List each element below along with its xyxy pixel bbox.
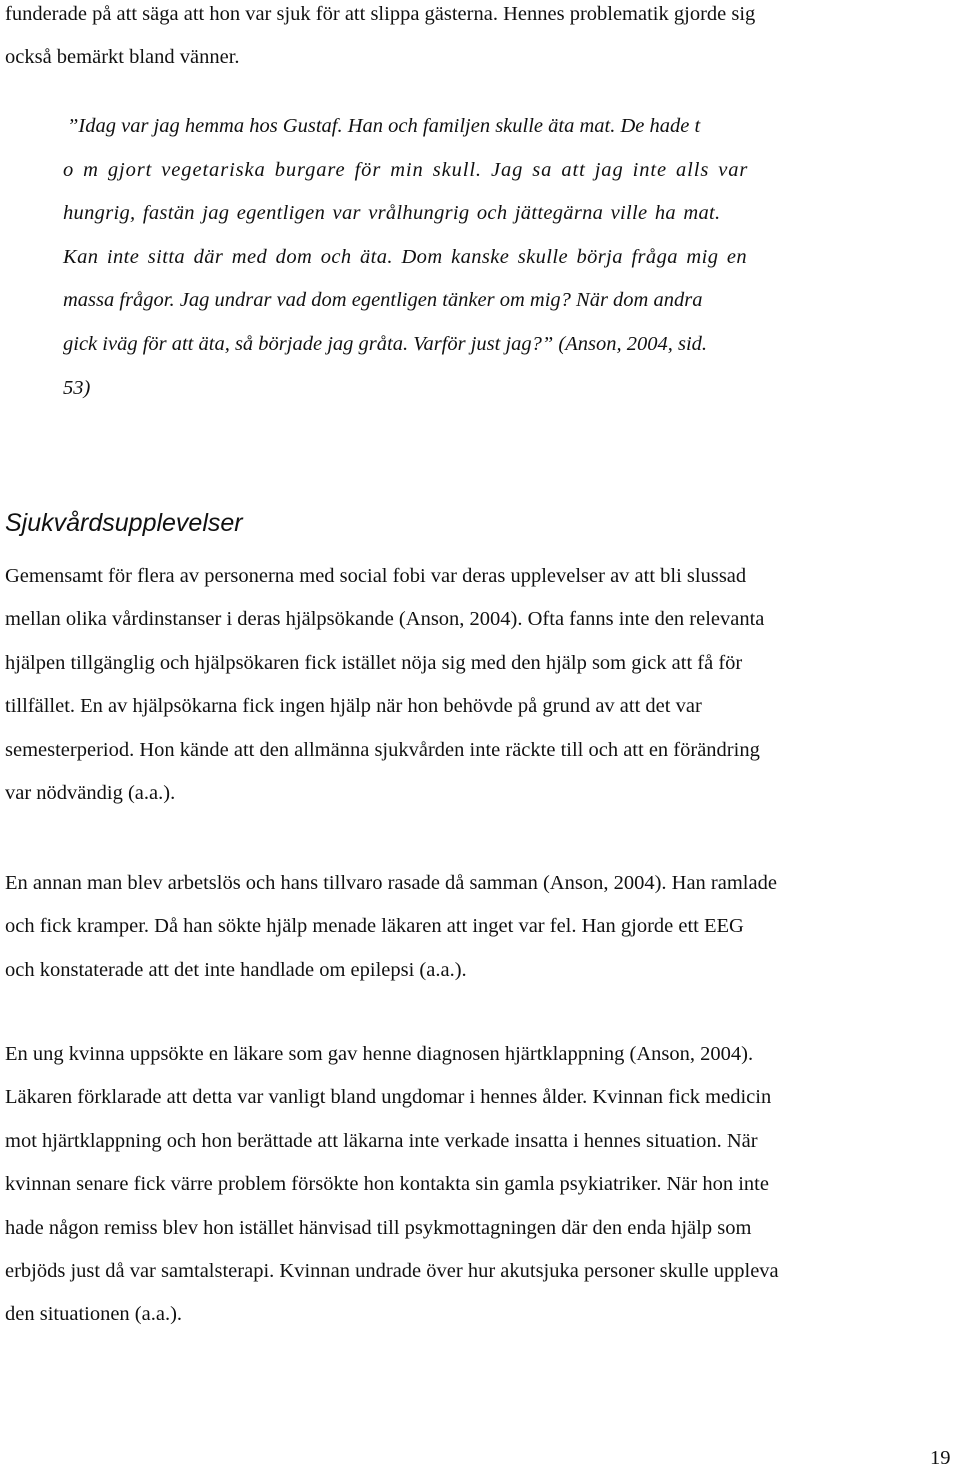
quote-line: Kan inte sitta där med dom och äta. Dom kanske skulle börja fråga mig en: [63, 245, 748, 268]
quote-block: [63, 105, 869, 410]
text-line: och fick kramper. Då han sökte hjälp menade läkaren att inget var fel. Han gjorde ett EEG: [5, 915, 744, 938]
quote-line: hungrig, fastän jag egentligen var vrålhungrig och jättegärna ville ha mat.: [63, 202, 721, 225]
text-line: En ung kvinna uppsökte en läkare som gav henne diagnosen hjärtklappning (Anson, 2004).: [5, 1043, 754, 1065]
body-paragraph: [5, 862, 955, 992]
intro-paragraph: [5, 0, 955, 80]
text-line: mellan olika vårdinstanser i deras hjälpsökande (Anson, 2004). Ofta fanns inte den relevanta: [5, 608, 765, 631]
text-line: erbjöds just då var samtalsterapi. Kvinnan undrade över hur akutsjuka personer skulle uppleva: [5, 1260, 779, 1283]
text-line: och konstaterade att det inte handlade om epilepsi (a.a.).: [5, 958, 467, 981]
text-line: hjälpen tillgänglig och hjälpsökaren fick istället nöja sig med den hjälp som gick att få för: [5, 651, 743, 674]
quote-line: 53): [63, 376, 91, 399]
text-line: tillfället. En av hjälpsökarna fick ingen hjälp när hon behövde på grund av att det var: [5, 695, 702, 718]
quote-line: massa frågor. Jag undrar vad dom egentligen tänker om mig? När dom andra: [63, 289, 703, 312]
quote-line: o m gjort vegetariska burgare för min skull. Jag sa att jag inte alls var: [63, 158, 749, 181]
page-number: 19: [930, 1447, 951, 1469]
text-line: Läkaren förklarade att detta var vanligt bland ungdomar i hennes ålder. Kvinnan fick medicin: [5, 1086, 772, 1109]
text-line: funderade på att säga att hon var sjuk för att slippa gästerna. Hennes problematik gjorde sig: [5, 3, 756, 25]
text-line: också bemärkt bland vänner.: [5, 46, 240, 69]
text-line: Gemensamt för flera av personerna med social fobi var deras upplevelser av att bli slussad: [5, 565, 747, 587]
section-heading: Sjukvårdsupplevelser: [5, 509, 243, 537]
body-paragraph: [5, 555, 955, 815]
text-line: hade någon remiss blev hon istället hänvisad till psykmottagningen där den enda hjälp som: [5, 1216, 752, 1239]
text-line: mot hjärtklappning och hon berättade att läkarna inte verkade insatta i hennes situation. När: [5, 1129, 758, 1152]
quote-line: ”Idag var jag hemma hos Gustaf. Han och familjen skulle äta mat. De hade t: [67, 115, 701, 137]
text-line: den situationen (a.a.).: [5, 1303, 183, 1326]
text-line: kvinnan senare fick värre problem försökte hon kontakta sin gamla psykiatriker. När hon inte: [5, 1173, 769, 1196]
body-paragraph: [5, 1033, 955, 1337]
quote-line: gick iväg för att äta, så började jag gråta. Varför just jag?” (Anson, 2004, sid.: [63, 332, 708, 355]
text-line: var nödvändig (a.a.).: [5, 782, 176, 805]
text-line: En annan man blev arbetslös och hans tillvaro rasade då samman (Anson, 2004). Han ramlade: [5, 872, 777, 894]
text-line: semesterperiod. Hon kände att den allmänna sjukvården inte räckte till och att en förändring: [5, 738, 760, 761]
